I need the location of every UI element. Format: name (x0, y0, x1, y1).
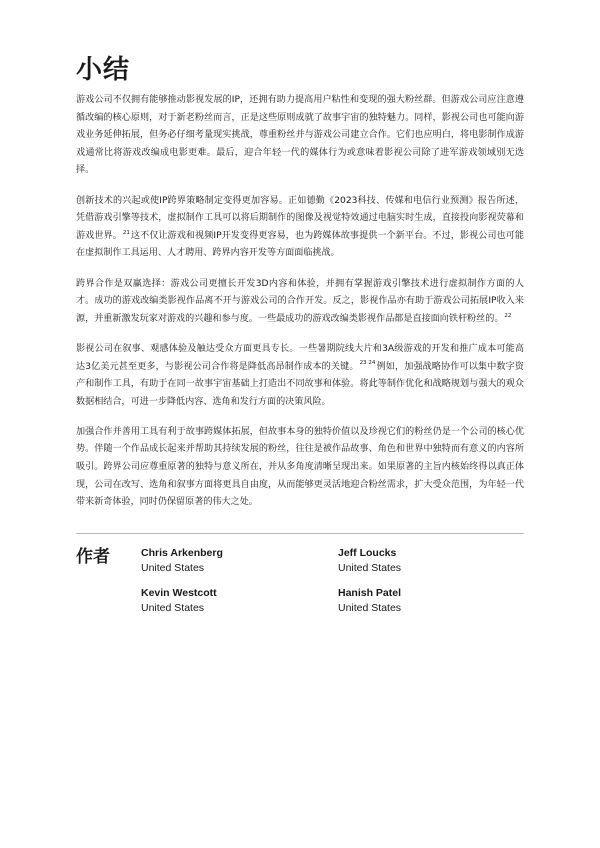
paragraph-4-text-start: 影视公司在叙事、观感体验及触达受众方面更具专长。一些暑期院线大片和3A级游戏的开发和推广成本可能高达3亿美元甚至更多，与影视公司合作将是降低高昂制作成本的关键。 (76, 343, 524, 372)
author-name: Kevin Westcott (141, 587, 217, 599)
page-title: 小结 (76, 55, 131, 85)
summary-body (76, 92, 524, 524)
paragraph-3 (76, 276, 524, 329)
author-location: United States (141, 562, 205, 574)
author-location: United States (338, 562, 402, 574)
authors-heading: 作者 (76, 547, 110, 567)
paragraph-2-text-end: 这不仅让游戏和视频IP开发变得更容易，也为跨媒体故事提供一个新平台。不过，影视公司也可能在虚拟制作工具运用、人才聘用、跨界内容开发等方面面临挑战。 (76, 230, 524, 259)
author-card (338, 546, 401, 575)
section-divider (76, 533, 524, 534)
paragraph-5-text: 加强合作并善用工具有利于故事跨媒体拓展，但故事本身的独特价值以及珍视它们的粉丝仍是一个公司的核心优势。伴随一个作品成长起来并帮助其持续发展的粉丝，往往是被作品故事、角色和世界中独特而有意义的内容所吸引。跨界公司应尊重原著的独特与意义所在，并从多角度清晰呈现出来。如果原著的主旨内核始终得以真正体现，公司在改写、选角和叙事方面将更具自由度，从而能够更灵活地迎合粉丝需求，扩大受众范围，为年轻一代带来新奇体验，同时仍保留原著的伟大之处。 (76, 426, 524, 508)
author-location: United States (338, 602, 402, 614)
paragraph-5 (76, 424, 524, 512)
paragraph-4 (76, 341, 524, 411)
paragraph-3-text-start: 跨界合作是双赢选择：游戏公司更擅长开发3D内容和体验，并拥有掌握游戏引擎技术进行虚拟制作方面的人才。成功的游戏改编类影视作品离不开与游戏公司的合作开发。反之，影视作品亦有助于游戏公司拓展IP收入来源，并重新激发玩家对游戏的兴趣和参与度。一些最成功的游戏改编类影视作品都是直接面向铁杆粉丝的。 (76, 278, 524, 324)
author-card (338, 586, 401, 615)
paragraph-1-text: 游戏公司不仅拥有能够推动影视发展的IP，还拥有助力提高用户粘性和变现的强大粉丝群。但游戏公司应注意遵循改编的核心原则，对于新老粉丝而言，正是这些原则成就了故事宇宙的独特魅力。同样，影视公司也可能向游戏业务延伸拓展，但务必仔细考量现实挑战，尊重粉丝并与游戏公司建立合作。它们也应明白，将电影制作成游戏通常比将游戏改编成电影更难。最后，迎合年轻一代的媒体行为或意味着影视公司除了进军游戏领域别无选择。 (76, 95, 524, 176)
author-name: Hanish Patel (338, 587, 402, 599)
author-location: United States (141, 602, 205, 614)
footnote-ref-23-24[interactable]: 23 24 (359, 360, 376, 367)
author-card (141, 586, 217, 615)
author-card (141, 546, 223, 575)
paragraph-1 (76, 92, 524, 180)
author-name: Jeff Loucks (338, 547, 397, 559)
author-name: Chris Arkenberg (141, 547, 223, 559)
footnote-ref-21[interactable]: 21 (122, 229, 130, 236)
footnote-ref-22[interactable]: 22 (504, 312, 512, 319)
paragraph-2 (76, 193, 524, 263)
paragraph-4-text-end: 例如，加强战略协作可以集中数字资产和制作工具，有助于在同一故事宇宙基础上打造出不同故事和体验。将此等制作优化和战略规划与强大的观众数据相结合，可进一步降低内容、选角和发行方面的决策风险。 (76, 361, 524, 407)
paragraph-2-text-start: 创新技术的兴起或使IP跨界策略制定变得更加容易。正如德勤《2023科技、传媒和电信行业预测》报告所述，凭借游戏引擎等技术，虚拟制作工具可以将后期制作的图像及视觉特效通过电脑实时生成，直接投向影视荧幕和游戏世界。 (76, 195, 524, 241)
